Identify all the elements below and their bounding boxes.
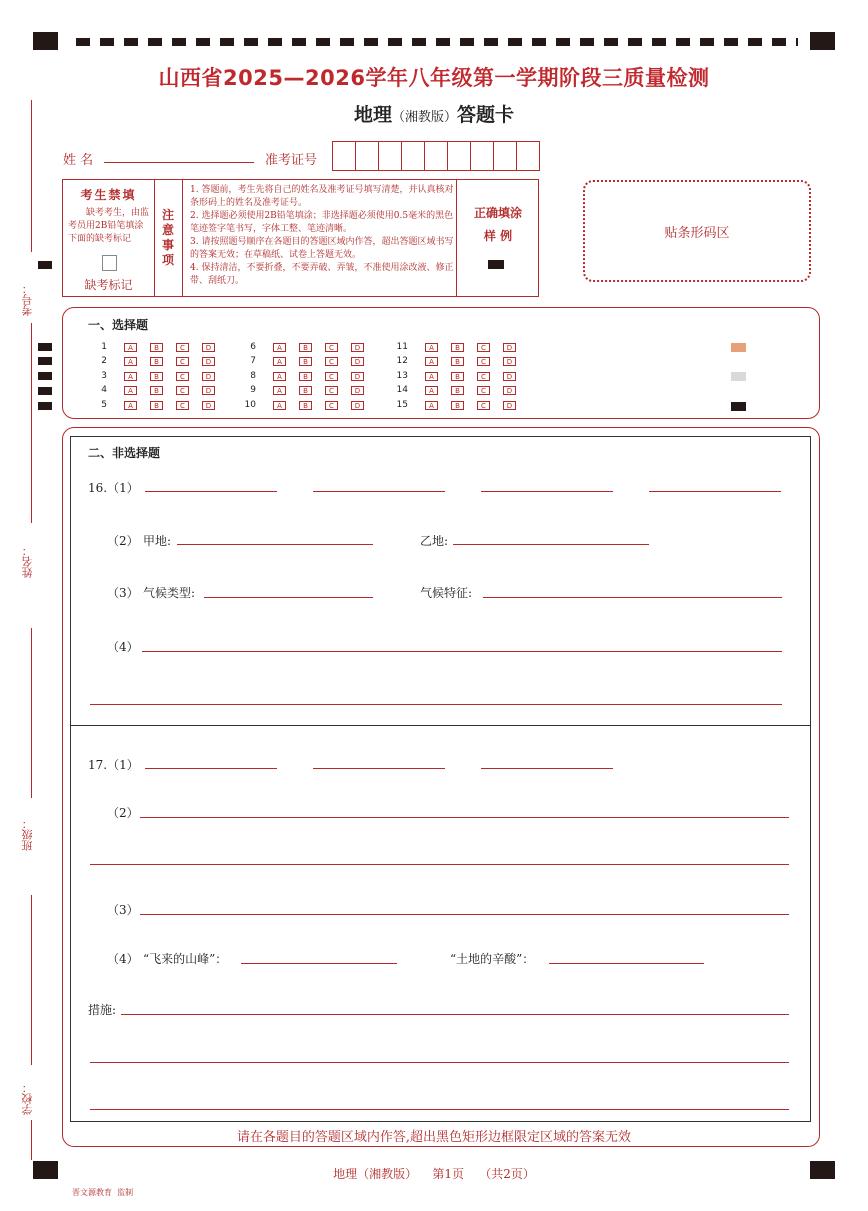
binding-line — [31, 628, 32, 798]
option-bubble-c[interactable]: C — [477, 372, 490, 381]
question-number: 10 — [244, 400, 256, 410]
option-bubble-a[interactable]: A — [124, 357, 137, 366]
page-subtitle — [0, 100, 868, 127]
q16-part3-b-line[interactable] — [483, 597, 782, 598]
option-bubble-b[interactable]: B — [150, 372, 163, 381]
q16-part4-label: （4） — [107, 640, 139, 654]
option-bubble-a[interactable]: A — [273, 372, 286, 381]
ticket-number-grid[interactable] — [332, 141, 540, 171]
binding-line — [31, 100, 32, 252]
side-label-school: 学校： — [21, 1082, 34, 1115]
option-bubble-d[interactable]: D — [351, 357, 364, 366]
option-bubble-b[interactable]: B — [451, 372, 464, 381]
option-bubble-b[interactable]: B — [299, 357, 312, 366]
option-bubble-a[interactable]: A — [425, 386, 438, 395]
rule-1: 1. 答题前，考生先将自己的姓名及准考证号填写清楚，并认真核对条形码上的姓名及准考证号。 — [190, 185, 454, 208]
question-number: 8 — [250, 371, 256, 381]
option-bubble-b[interactable]: B — [299, 343, 312, 352]
option-bubble-a[interactable]: A — [273, 343, 286, 352]
option-bubble-b[interactable]: B — [451, 386, 464, 395]
option-bubble-b[interactable]: B — [451, 357, 464, 366]
option-bubble-d[interactable]: D — [503, 401, 516, 410]
question-number: 11 — [396, 342, 408, 352]
option-bubble-d[interactable]: D — [503, 343, 516, 352]
sample-filled-mark — [488, 260, 504, 269]
option-bubble-b[interactable]: B — [299, 372, 312, 381]
option-bubble-b[interactable]: B — [150, 343, 163, 352]
option-bubble-c[interactable]: C — [176, 386, 189, 395]
q16-part1-line-4[interactable] — [649, 491, 781, 492]
option-bubble-c[interactable]: C — [176, 357, 189, 366]
question-number: 14 — [396, 385, 408, 395]
q17-part4-b-label: “土地的辛酸”： — [450, 952, 535, 966]
rule-2: 2. 选择题必须使用2B铅笔填涂；非选择题必须使用0.5毫米的黑色笔迹签字笔书写，字体工整、笔迹清晰。 — [190, 211, 454, 234]
q17-part4-a-label: “飞来的山峰”： — [143, 952, 228, 966]
swatch-orange — [731, 343, 746, 352]
option-bubble-c[interactable]: C — [477, 401, 490, 410]
rule-3: 3. 请按照题号顺序在各题目的答题区域内作答，超出答题区域书写的答案无效；在草稿纸、试卷上答题无效。 — [190, 237, 454, 260]
timing-mark-side — [38, 402, 52, 410]
option-bubble-c[interactable]: C — [325, 386, 338, 395]
question-number: 13 — [396, 371, 408, 381]
option-bubble-b[interactable]: B — [150, 386, 163, 395]
q16-part2-a-line[interactable] — [177, 544, 373, 545]
timing-mark-side — [38, 357, 52, 365]
forbidden-title: 考生禁填 — [80, 188, 137, 202]
side-label-name: 姓名： — [21, 545, 34, 578]
option-bubble-d[interactable]: D — [202, 357, 215, 366]
q16-part3-a-label: 气候类型: — [143, 586, 196, 600]
corner-mark-top-left — [33, 32, 58, 50]
option-bubble-c[interactable]: C — [477, 357, 490, 366]
option-bubble-a[interactable]: A — [425, 401, 438, 410]
option-bubble-d[interactable]: D — [503, 386, 516, 395]
choice-section-title: 一、选择题 — [88, 318, 149, 332]
q17-part3-label: （3） — [107, 903, 139, 917]
option-bubble-d[interactable]: D — [202, 372, 215, 381]
question-number: 3 — [101, 371, 107, 381]
side-label-class: 班级： — [21, 818, 34, 851]
q17-measures-label: 措施: — [88, 1003, 117, 1017]
q16-part1-line-2[interactable] — [313, 491, 445, 492]
nonchoice-section-title: 二、非选择题 — [88, 446, 161, 460]
option-bubble-b[interactable]: B — [451, 401, 464, 410]
question-number: 9 — [250, 385, 256, 395]
timing-mark-side — [38, 343, 52, 351]
swatch-black — [731, 402, 746, 411]
q16-part3-a-line[interactable] — [204, 597, 373, 598]
option-bubble-b[interactable]: B — [299, 401, 312, 410]
forbidden-cell — [63, 180, 155, 296]
q17-measures-line-2[interactable] — [90, 1062, 789, 1063]
binding-line — [31, 895, 32, 1065]
question-number: 5 — [101, 400, 107, 410]
swatch-gray — [731, 372, 746, 381]
option-bubble-a[interactable]: A — [124, 386, 137, 395]
sample-label-2: 样 例 — [483, 229, 513, 243]
footer-page-info: 地理（湘教版） 第1页 （共2页） — [333, 1167, 535, 1181]
option-bubble-d[interactable]: D — [503, 372, 516, 381]
name-label: 姓 名 — [63, 153, 94, 168]
q16-answer-box — [70, 436, 811, 726]
option-bubble-c[interactable]: C — [176, 343, 189, 352]
option-bubble-d[interactable]: D — [202, 401, 215, 410]
q17-part1-line-3[interactable] — [481, 768, 613, 769]
option-bubble-d[interactable]: D — [351, 372, 364, 381]
option-bubble-c[interactable]: C — [325, 357, 338, 366]
option-bubble-d[interactable]: D — [202, 386, 215, 395]
question-number: 1 — [101, 342, 107, 352]
q17-measures-line-1[interactable] — [121, 1014, 789, 1015]
q16-part1-line-1[interactable] — [145, 491, 277, 492]
option-bubble-a[interactable]: A — [425, 372, 438, 381]
q17-part1-line-2[interactable] — [313, 768, 445, 769]
absent-mark-label: 缺考标记 — [84, 278, 133, 292]
barcode-label: 贴条形码区 — [664, 226, 730, 241]
binding-line — [31, 323, 32, 523]
question-number: 12 — [396, 356, 408, 366]
option-bubble-c[interactable]: C — [477, 386, 490, 395]
rules-cell — [183, 180, 457, 296]
q17-part1-line-1[interactable] — [145, 768, 277, 769]
q17-measures-line-3[interactable] — [90, 1109, 789, 1110]
ticket-label: 准考证号 — [265, 153, 318, 168]
side-label-exam-no: 考号： — [21, 283, 34, 316]
option-bubble-d[interactable]: D — [503, 357, 516, 366]
option-bubble-a[interactable]: A — [273, 401, 286, 410]
option-bubble-c[interactable]: C — [477, 343, 490, 352]
attention-label: 注意事项 — [162, 208, 175, 267]
footer-publisher: 晋文源教育 监制 — [72, 1188, 134, 1197]
q17-part1-label: 17.（1） — [88, 758, 139, 772]
card-label: 答题卡 — [457, 104, 515, 126]
q16-part2-label: （2） — [107, 534, 139, 548]
option-bubble-b[interactable]: B — [299, 386, 312, 395]
q17-part2-line-1[interactable] — [140, 817, 789, 818]
option-bubble-a[interactable]: A — [425, 357, 438, 366]
option-bubble-a[interactable]: A — [273, 357, 286, 366]
q17-part2-line-2[interactable] — [90, 864, 789, 865]
barcode-area — [583, 180, 811, 282]
absent-mark-box[interactable] — [102, 255, 117, 271]
answer-area-warning: 请在各题目的答题区域内作答,超出黑色矩形边框限定区域的答案无效 — [236, 1130, 632, 1145]
q17-part2-label: （2） — [107, 806, 139, 820]
q17-part4-b-line[interactable] — [549, 963, 704, 964]
option-bubble-b[interactable]: B — [451, 343, 464, 352]
q16-part4-line-2[interactable] — [90, 704, 782, 705]
question-number: 7 — [250, 356, 256, 366]
question-number: 6 — [250, 342, 256, 352]
option-bubble-c[interactable]: C — [176, 372, 189, 381]
q16-part2-a-label: 甲地: — [143, 534, 172, 548]
q16-part2-b-label: 乙地: — [420, 534, 449, 548]
rule-4: 4. 保持清洁，不要折叠，不要弄破、弄皱，不准使用涂改液、修正带、刮纸刀。 — [190, 263, 454, 286]
corner-mark-top-right — [810, 32, 835, 50]
attention-cell — [155, 180, 183, 296]
timing-track-top — [76, 38, 798, 46]
option-bubble-c[interactable]: C — [325, 401, 338, 410]
option-bubble-a[interactable]: A — [124, 343, 137, 352]
timing-mark-side — [38, 261, 52, 269]
timing-mark-side — [38, 372, 52, 380]
q16-part4-line-1[interactable] — [142, 651, 782, 652]
option-bubble-d[interactable]: D — [351, 401, 364, 410]
option-bubble-d[interactable]: D — [351, 343, 364, 352]
option-bubble-a[interactable]: A — [273, 386, 286, 395]
option-bubble-b[interactable]: B — [150, 401, 163, 410]
option-bubble-c[interactable]: C — [325, 343, 338, 352]
forbidden-text: 缺考考生，由监考员用2B铅笔填涂下面的缺考标记 — [68, 208, 150, 244]
option-bubble-b[interactable]: B — [150, 357, 163, 366]
name-field[interactable] — [104, 162, 254, 163]
subject-label: 地理 — [353, 104, 392, 126]
q16-part1-line-3[interactable] — [481, 491, 613, 492]
option-bubble-a[interactable]: A — [425, 343, 438, 352]
q17-part4-a-line[interactable] — [241, 963, 397, 964]
q16-part2-b-line[interactable] — [453, 544, 649, 545]
q17-part3-line[interactable] — [140, 914, 789, 915]
q16-part3-label: （3） — [107, 586, 139, 600]
q17-part4-label: （4） — [107, 952, 139, 966]
edition-label: （湘教版） — [391, 110, 457, 125]
sample-label-1: 正确填涂 — [473, 206, 522, 220]
question-number: 2 — [101, 356, 107, 366]
timing-mark-side — [38, 387, 52, 395]
option-bubble-d[interactable]: D — [202, 343, 215, 352]
option-bubble-c[interactable]: C — [176, 401, 189, 410]
question-number: 4 — [101, 385, 107, 395]
q16-part1-label: 16.（1） — [88, 481, 139, 495]
sample-cell — [457, 180, 539, 296]
option-bubble-a[interactable]: A — [124, 401, 137, 410]
option-bubble-d[interactable]: D — [351, 386, 364, 395]
q16-part3-b-label: 气候特征: — [420, 586, 473, 600]
notice-table — [62, 179, 539, 297]
option-bubble-c[interactable]: C — [325, 372, 338, 381]
question-number: 15 — [396, 400, 408, 410]
option-bubble-a[interactable]: A — [124, 372, 137, 381]
page-title: 山西省2025—2026学年八年级第一学期阶段三质量检测 — [158, 66, 710, 90]
